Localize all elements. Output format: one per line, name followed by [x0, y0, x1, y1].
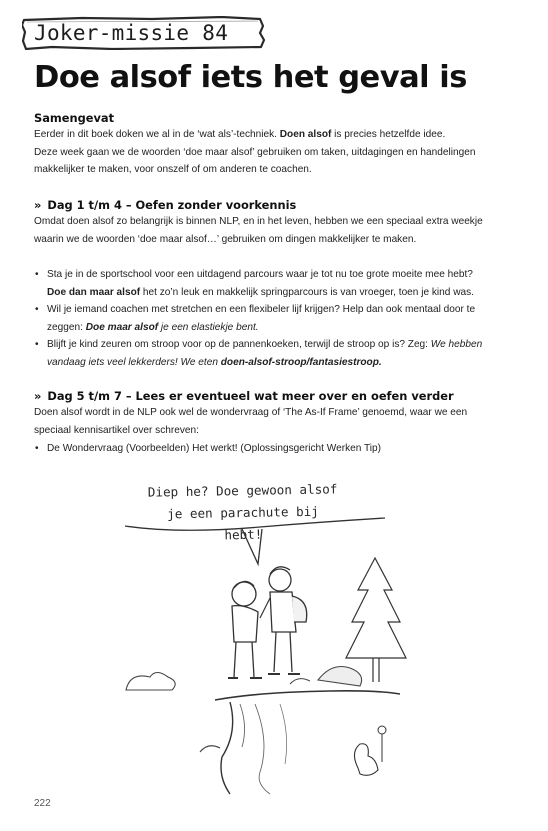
summary-line-1-end: is precies hetzelfde idee.: [331, 129, 446, 140]
speech-bubble-line-1: Diep he? Doe gewoon alsof: [147, 481, 338, 500]
bullet-2-line-2: [47, 319, 514, 337]
bullet-icon: •: [35, 269, 39, 280]
rock-icon: [318, 667, 362, 687]
summary-heading: Samengevat: [34, 111, 115, 125]
flower-icon: [378, 726, 386, 734]
section-2-heading-text: Dag 5 t/m 7 – Lees er eventueel wat meer over en oefen verder: [47, 389, 454, 403]
page-number: 222: [34, 798, 51, 809]
joker-mission-label: [22, 16, 266, 50]
speech-bubble-line-2: je een parachute bij hebt!: [167, 503, 319, 543]
bullet-3-pre: Blijft je kind zeuren om stroop voor op de pannenkoeken, terwijl de stroop op is? Zeg:: [47, 339, 431, 350]
bullet-2-bold: Doe maar alsof: [85, 321, 159, 333]
bullet-3-italic-2: vandaag iets veel lekkerders! We eten: [47, 356, 221, 368]
section-1-intro-line-1: Omdat doen alsof zo belangrijk is binnen NLP, en in het leven, hebben we een speciaal extra weekje: [34, 216, 483, 227]
summary-line-1: [34, 126, 504, 144]
bullet-2-pre: zeggen:: [47, 321, 86, 333]
section-1-intro: [34, 213, 504, 248]
hiker-woman-icon: [228, 581, 262, 678]
cloud-icon: [126, 673, 175, 691]
section-1-heading-text: Dag 1 t/m 4 – Oefen zonder voorkennis: [47, 198, 297, 212]
list-item: [34, 266, 514, 301]
bullet-1-line-2: [47, 284, 514, 302]
bullet-1-bold: Doe dan maar alsof: [47, 286, 141, 298]
bullet-3-italic-1: We hebben: [430, 339, 483, 350]
knowledge-article-link[interactable]: De Wondervraag (Voorbeelden) Het werkt! (Oplossingsgericht Werken Tip): [47, 443, 381, 454]
section-2-bullet-list: [34, 440, 514, 458]
speech-bubble-text: [147, 478, 338, 547]
cliff-face-icon: [221, 702, 233, 794]
summary-line-3: makkelijker te maken, voor onszelf of om anderen te coachen.: [34, 164, 312, 175]
section-1-intro-line-2: waarin we de woorden ‘doe maar alsof…’ gebruiken om dingen makkelijker te maken.: [34, 233, 417, 245]
bullet-3-line-1: [47, 336, 514, 354]
summary-line-1-text: Eerder in dit boek doken we al in de ‘wat als’-techniek.: [34, 129, 280, 140]
list-item: [34, 440, 514, 458]
bullet-1-line-2-text: het zo’n leuk en makkelijk springparcours is van vroeger, toen je kind was.: [140, 286, 474, 298]
pine-tree-icon: [346, 558, 406, 658]
chevron-icon: »: [34, 198, 42, 212]
bullet-2-italic: je een elastiekje bent.: [158, 321, 259, 333]
section-2-line-2: speciaal kennisartikel over schreven:: [34, 424, 199, 436]
bullet-icon: •: [35, 339, 39, 350]
squirrel-icon: [354, 744, 378, 776]
small-cloud-icon: [200, 746, 220, 752]
summary-line-2: Deze week gaan we de woorden ‘doe maar alsof’ gebruiken om taken, uitdagingen en handelingen: [34, 146, 476, 158]
hiker-man-icon: [260, 567, 307, 674]
bullet-3-line-2: [47, 354, 514, 372]
bullet-1-line-1: Sta je in de sportschool voor een uitdagend parcours waar je tot nu toe grote moeite mee hebt?: [47, 269, 473, 280]
chevron-icon: »: [34, 389, 42, 403]
section-1-bullet-list: [34, 266, 514, 371]
backpack-icon: [292, 596, 307, 622]
summary-body: [34, 126, 504, 179]
bullet-2-line-1: Wil je iemand coachen met stretchen en een flexibeler lijf krijgen? Help dan ook mentaal door te: [47, 304, 476, 315]
bullet-3-bold: doen-alsof-stroop/fantasiestroop.: [220, 356, 382, 368]
list-item: [34, 336, 514, 371]
list-item: [34, 301, 514, 336]
section-2-line-1: Doen alsof wordt in de NLP ook wel de wondervraag of ‘The As-If Frame’ genoemd, waar we een: [34, 407, 468, 418]
joker-mission-text: Joker-missie 84: [34, 21, 229, 45]
section-2-body: [34, 404, 504, 439]
bullet-icon: •: [35, 304, 39, 315]
page-title: Doe alsof iets het geval is: [34, 60, 467, 95]
section-2-heading: [34, 389, 454, 403]
summary-line-1-bold: Doen alsof: [279, 129, 332, 140]
bullet-icon: •: [35, 443, 39, 454]
section-1-heading: [34, 198, 296, 212]
